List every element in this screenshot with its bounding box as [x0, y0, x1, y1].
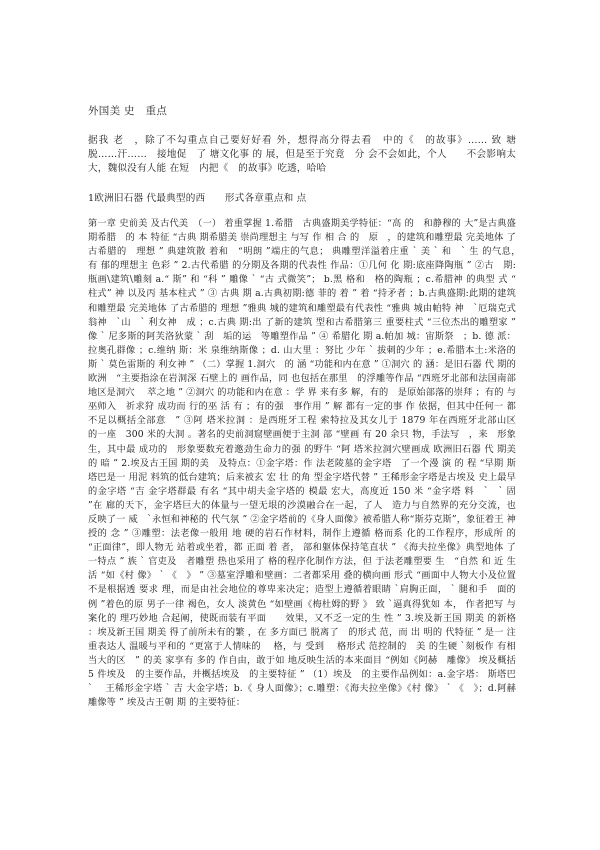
document-title: 外国美 史 重点	[88, 105, 168, 117]
document-page	[88, 104, 526, 710]
intro-paragraph: 据我 老 ，除了不勾重点自己要好好看 外，想得高分得去看 中的《 的故事》…… 致 塘 脱……汗…… 接地促 了 塘文化事 的 展，但是至于究竟 分 会不会如此，个人 不会影响太大，魏似没有人能 在短 内把《 的故事》吃透，哈哈	[88, 135, 526, 174]
section-title: 1欧洲旧石器 代最典型的西 形式各章重点和 点	[88, 193, 307, 204]
body-paragraph: 第一章 史前美 及古代美 （一） 着重掌握 1.希腊 古典盛期美学特征：“高 的 和静穆的 大”是古典盛期希腊 的 本 特征 “古典 期希腊美 崇尚理想主 与写 作 相 合 的 原 ，的建筑和雕塑最 完美地体 了古希腊的 理想 ” 典建筑散 着和 “明朗 ”端庄的气息； 典雕塑洋溢着庄重 ` 美 ` 和 ` 生 的气息， 有 郁的理想主 色彩 ” 2.古代希腊 的分期及各期的代表性 作品：①几何 化 期:底座降陶瓶 ” ②古 期:瓶画\建筑\雕刻 a.“ 斯” 和 “科 ” 雕像 ` “古 式微笑”； b.黑 格和 格的陶瓶 ；c.希腊神 的典型 式 “ 柱式” 神 以及丙 基本柱式 ” ③ 古典 期 a.古典初期:德 菲的 着 ” 着 “持矛者 ；b.古典盛期:此期的建筑和雕塑最 完美地体 了古希腊的 理想 ”雅典 城的建筑和雕塑最有代表性 “雅典 城由帕特 神 `厄瑞克式翁神 `山 ` 利女神 成 ；c.古典 期:出 了新的建筑 型和古希腊第三 重要柱式 “三位杰出的雕塑家 ” 像 ` 尼多斯的阿芙洛狄蒙 ` 刮 垢的运 等雕塑作品 ” ④ 希腊化 期 a.帕加 城：宙斯祭 ；b. 德 派：拉奥孔群像 ；c.维纳 斯：米 泉维纳斯像 ；d. 山大里 ：努比 少年 ` 拔刺的少年 ；e.希腊本土:米洛的 斯 ` 莫色雷斯的 利女神 ” （二）掌握 1.洞穴 的 涵 “功能和内在意 ” ①洞穴 的 涵：是旧石器 代 期的欧洲 “主要指涂在岩洞深 石壁上的 画作品，同 也包括在那里 的浮雕等作品 “西班牙北部和法国南部地区是洞穴 萃之地 ” ②洞穴 的功能和内在意 ：学 界 来有多 解，有的 是原始部落的崇拜 ；有的 与巫师入 祈求狩 成功而 行的巫 活 有 ；有的强 事作用 ” 解 都有一定的事 作 依据，但其中任何一 都不足以概括全部意 ” ③阿 塔米拉洞 ：是西班牙工程 索特拉及其女儿于 1879 年在西班牙北部山区 的一座 300 米的大洞 。著名的史前洞窟壁画便于主洞 部 “壁画 有 20 余只 物，手法写 ，来 形象生，其中最 成功的 形象要数充着邀劲生命力的强 的野牛 “阿 塔米拉洞穴壁画成 欧洲旧石器 代 期美 的 暗 ” 2.埃及古王国 期的美 及特点：①金字塔：作 法老陵墓的金字塔 了一个漫 演 的 程 “早期 斯塔巴是一 用泥 料筑的低台建筑；后来被玄 宏 壮 的角 型金字塔代替 ” 王稀形金字塔是古埃及 史上最早的金字塔 “吉 金字塔群最 有名 “其中胡夫金字塔的 模最 宏大，高度近 150 米 “金字塔 料 ` ` 固 ”在 廊的天下，金字塔巨大的体量与一望无垠的沙漠融合在一起，了人 造力与自然界的充分交流，也反映了一 威 `永恒和神秘的 代气氛 ” ②金字塔前的《身人面像》被希腊人称“斯芬克斯”，象征着王 神授的 念 ” ③雕塑：法老像一般用 地 硬的岩石作材料，制作上遵循 格而系 化的工作程序，形成所 的 “正面律”，即人物无 站着或坐着，都 正面 着 者， 部和躯体保持笔直状 ” 《海夫拉坐像》典型地体 了 一特点 ” 族 ` 官吏及 者雕塑 热也采用了 格的程序化制作方法，但 于法老雕塑要 生 “自然 和 近 生活 “如《村 像》 ` 《 》 ” ③墓室浮雕和壁画：二者都采用 叠的横向画 形式 “画面中人物大小及位置不是根据透 要求 理，而是由社会地位的尊卑来决定；造型上遵循着眼睛 `肩胸正面， ` 腿和手 面的 例 ”着色的原 男子一律 褐色，女人 淡黄色 “如壁画《梅杜姆的野 》 致 `逼真得犹如 本， 作者把写 与案化的 理巧妙地 合起阐，使既而装有平面 效果，又不乏一定的生 性 ” 3.埃及新王国 期美 的新格 ：埃及新王国 期美 得了前所未有的繁 ，在 多方面已 脱离了 的形式 范，而 出 明的 代特征 ” 是一 注重表达人 温暖与平和的 “更富于人情味的 格，与 受到 格形式 范控制的 美 的生硬 `刻板作 有相当大的区 ” 的美 家享有 多的 作自由，敢于如 地反映生活的本来面目 “例如《阿赫 雕像》 埃及概括 5 件埃及 的主要作品，并概括埃及 的主要特征 ” （1）埃及 的主要作品例如：a.金字塔： 斯塔巴 ` 王稀形金字塔 ` 吉 大金字塔；b.《 身人面像》；c.雕塑：《海夫拉坐像》《村 像》 ` 《 》；d.阿赫 雕像等 ” 埃及古王朝 期 的主要特征：	[88, 218, 526, 709]
